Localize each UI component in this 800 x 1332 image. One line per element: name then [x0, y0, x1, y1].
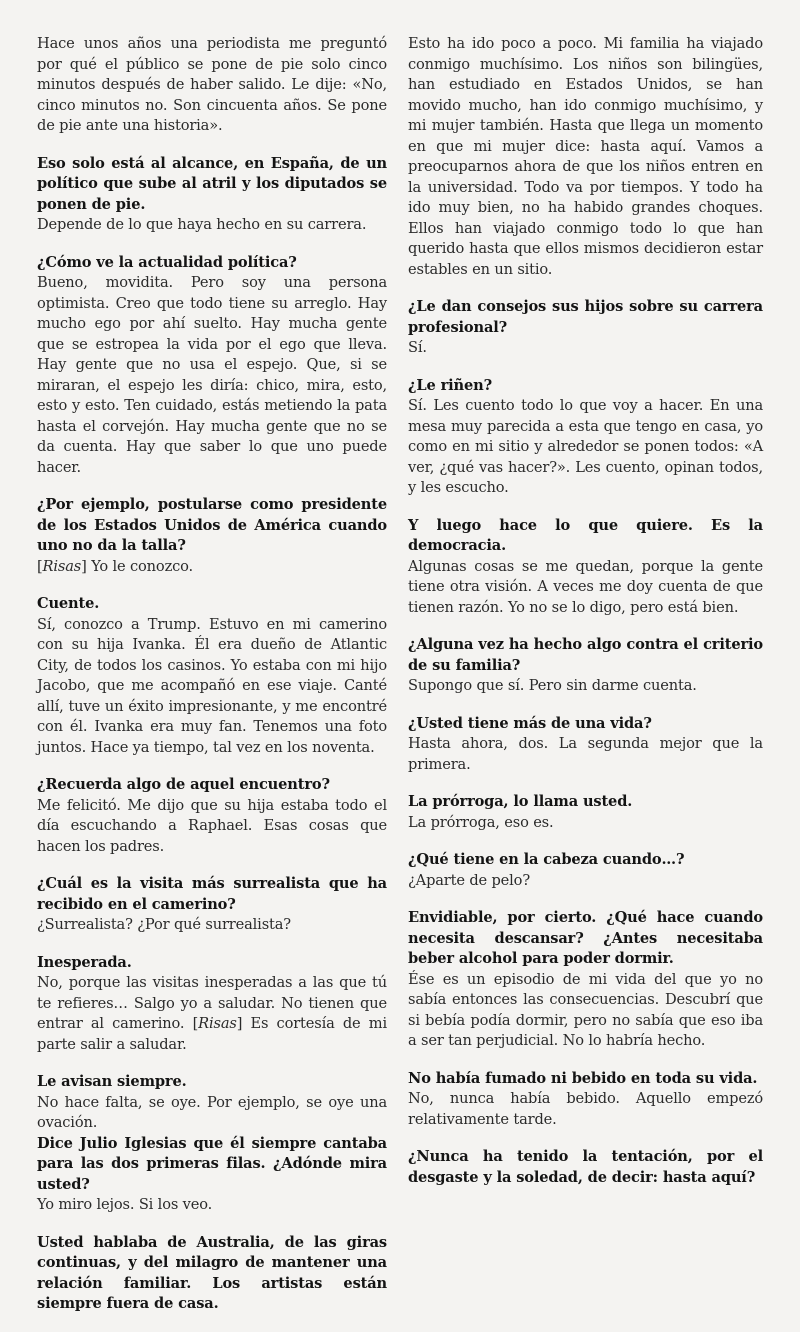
qa-block: [37, 594, 387, 758]
qa-block: [37, 1072, 387, 1216]
answer-text: Hace unos años una periodista me preguntó por qué el público se pone de pie solo cinco minutos después de haber salido. Le dije: «No, cinco minutos no. Son cincuenta años. Se pone de pie ante una historia».: [37, 35, 387, 134]
answer-text: Me felicitó. Me dijo que su hija estaba todo el día escuchando a Raphael. Esas cosas que hacen los padres.: [37, 796, 387, 855]
answer-text: Esto ha ido poco a poco. Mi familia ha viajado conmigo muchísimo. Los niños son bilingües, han estudiado en Estados Unidos, se han movido mucho, han ido conmigo muchísimo, y mi mujer también. Hasta que llega un momento en que mi mujer dice: hasta aquí. Vamos a preocuparnos ahora de que los niños entren en la universidad. Todo va por tiempos. Y todo ha ido muy bien, no ha habido grandes choques. Ellos han viajado conmigo todo lo que han querido hasta que ellos mismos decidieron estar estables en un sitio.: [408, 35, 763, 278]
qa-block: [408, 297, 763, 359]
answer-text: La prórroga, eso es.: [408, 813, 554, 831]
question-text: ¿Qué tiene en la cabeza cuando…?: [408, 851, 685, 868]
left-column: [37, 34, 387, 1332]
question-text: ¿Le dan consejos sus hijos sobre su carrera profesional?: [408, 298, 763, 336]
question-text: Envidiable, por cierto. ¿Qué hace cuando necesita descansar? ¿Antes necesitaba beber alcohol para poder dormir.: [408, 909, 763, 967]
qa-block: [408, 516, 763, 619]
question-text: Usted hablaba de Australia, de las giras continuas, y del milagro de mantener una relación familiar. Los artistas están siempre fuera de casa.: [37, 1233, 387, 1312]
question-text: Le avisan siempre.: [37, 1073, 187, 1090]
question-text: ¿Cuál es la visita más surrealista que ha recibido en el camerino?: [37, 875, 387, 913]
question-text: Inesperada.: [37, 953, 132, 971]
qa-block: [408, 1069, 763, 1131]
answer-text: Sí, conozco a Trump. Estuvo en mi camerino con su hija Ivanka. Él era dueño de Atlantic City, de todos los casinos. Yo estaba con mi hijo Jacobo, que me acompañó en ese viaje. Canté allí, tuve un éxito impresionante, y me encontré con él. Ivanka era muy fan. Tenemos una foto juntos. Hace ya tiempo, tal vez en los noventa.: [37, 615, 387, 756]
answer-text: Bueno, movidita. Pero soy una persona optimista. Creo que todo tiene su arreglo. Hay mucho ego por ahí suelto. Hay mucha gente que se estropea la vida por el ego que lleva. Hay gente que no usa el espejo. Que, si se miraran, el espejo les diría: chico, mira, esto, esto y esto. Ten cuidado, estás metiendo la pata hasta el corvejón. Hay mucha gente que no se da cuenta. Hay que saber lo que uno puede hacer.: [37, 274, 387, 476]
laughter-note: Risas: [198, 1015, 237, 1032]
question-text: No había fumado ni bebido en toda su vida.: [408, 1069, 758, 1087]
answer-text: ¿Surrealista? ¿Por qué surrealista?: [37, 916, 291, 933]
qa-block: [37, 1233, 387, 1315]
answer-text: No, porque las visitas inesperadas a las que tú te refieres… Salgo yo a saludar. No tienen que entrar al camerino. [Risas] Es cortesía de mi parte salir a saludar.: [37, 974, 387, 1053]
qa-block: [37, 253, 387, 479]
answer-text: No hace falta, se oye. Por ejemplo, se oye una ovación.: [37, 1093, 387, 1131]
answer-text-tail: Es cortesía de mi parte salir a saludar.: [37, 1015, 387, 1053]
qa-block: [37, 775, 387, 857]
question-text: ¿Por ejemplo, postularse como presidente de los Estados Unidos de América cuando uno no da la talla?: [37, 496, 387, 554]
question-text: ¿Nunca ha tenido la tentación, por el desgaste y la soledad, de decir: hasta aquí?: [408, 1148, 763, 1186]
paragraph: [408, 34, 763, 280]
qa-block: [408, 376, 763, 499]
answer-text: Sí. Les cuento todo lo que voy a hacer. En una mesa muy parecida a esta que tengo en casa, yo como en mi sitio y alrededor se ponen todos: «A ver, ¿qué vas hacer?». Les cuento, opinan todos, y les escucho.: [408, 397, 763, 496]
qa-block: [37, 874, 387, 936]
answer-text: ¿Aparte de pelo?: [408, 871, 530, 889]
answer-text-head: No, porque las visitas inesperadas a las que tú te refieres… Salgo yo a saludar. No tienen que entrar al camerino.: [37, 974, 387, 1032]
answer-text: Sí.: [408, 339, 427, 356]
answer-text: Ése es un episodio de mi vida del que yo no sabía entonces las consecuencias. Descubrí que si bebía podía dormir, pero no sabía que eso iba a ser tan perjudicial. No lo habría hecho.: [408, 970, 763, 1049]
right-column: [408, 34, 763, 1205]
qa-block: [408, 1147, 763, 1188]
answer-text: Yo miro lejos. Si los veo.: [37, 1196, 213, 1213]
answer-text: Hasta ahora, dos. La segunda mejor que la primera.: [408, 735, 763, 773]
qa-block: [37, 495, 387, 577]
answer-text: No, nunca había bebido. Aquello empezó relativamente tarde.: [408, 1090, 763, 1128]
question-text: Y luego hace lo que quiere. Es la democracia.: [408, 516, 763, 554]
question-text: ¿Cómo ve la actualidad política?: [37, 253, 297, 271]
question-text: ¿Le riñen?: [408, 376, 492, 394]
question-text: ¿Recuerda algo de aquel encuentro?: [37, 776, 330, 793]
question-text: Dice Julio Iglesias que él siempre cantaba para las dos primeras filas. ¿Adónde mira usted?: [37, 1134, 387, 1193]
question-text: ¿Usted tiene más de una vida?: [408, 714, 652, 732]
qa-block: [37, 953, 387, 1056]
qa-block: [408, 850, 763, 891]
qa-block: [37, 154, 387, 236]
paragraph: [37, 34, 387, 137]
answer-text: Algunas cosas se me quedan, porque la gente tiene otra visión. A veces me doy cuenta de que tienen razón. Yo no se lo digo, pero está bien.: [408, 557, 763, 616]
question-text: Cuente.: [37, 595, 100, 612]
laughter-note: Risas: [42, 557, 82, 575]
answer-text: Depende de lo que haya hecho en su carrera.: [37, 216, 367, 233]
answer-text: Supongo que sí. Pero sin darme cuenta.: [408, 677, 697, 694]
question-text: Eso solo está al alcance, en España, de un político que sube al atril y los diputados se ponen de pie.: [37, 154, 387, 213]
answer-text-tail: Yo le conozco.: [91, 557, 193, 575]
answer-text: [Risas] Yo le conozco.: [37, 557, 193, 575]
question-text: La prórroga, lo llama usted.: [408, 793, 633, 810]
question-text: ¿Alguna vez ha hecho algo contra el criterio de su familia?: [408, 636, 763, 674]
qa-block: [408, 908, 763, 1052]
qa-block: [408, 635, 763, 697]
qa-block: [408, 792, 763, 833]
qa-block: [408, 714, 763, 776]
